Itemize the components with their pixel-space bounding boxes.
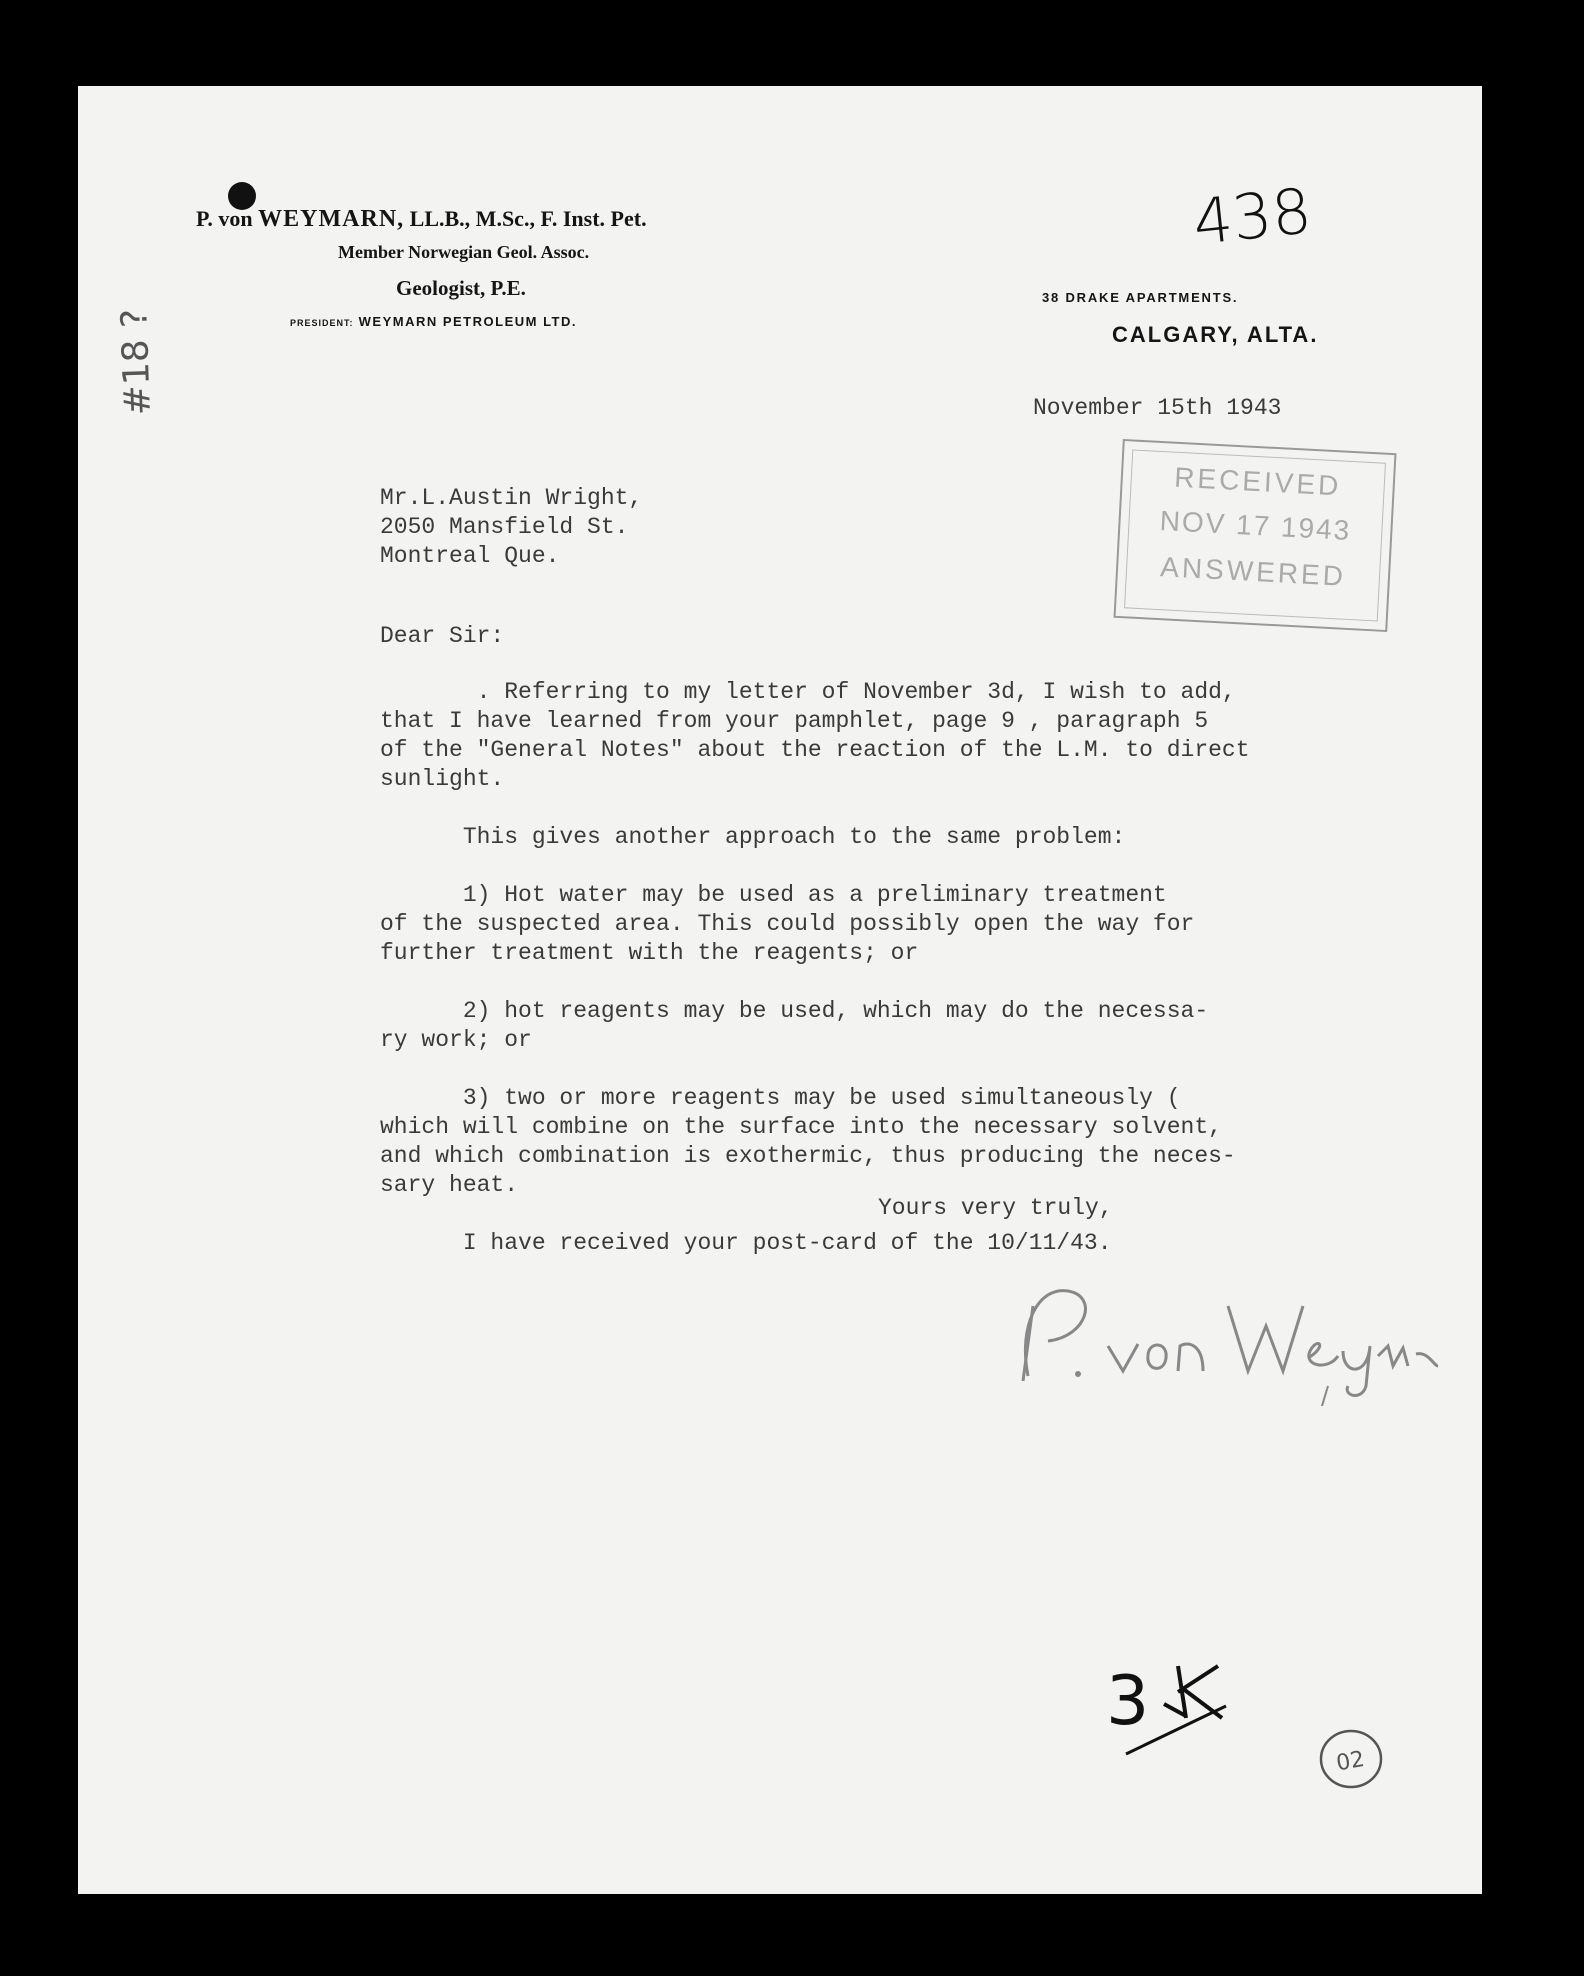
letterhead-member: Member Norwegian Geol. Assoc. <box>338 242 590 262</box>
signature-icon <box>998 1266 1438 1406</box>
side-annotation: #18 ? <box>114 308 159 416</box>
salutation: Dear Sir: <box>380 623 505 649</box>
name-main: WEYMARN, <box>258 206 405 232</box>
stamp-date: NOV 17 1943 <box>1158 505 1353 547</box>
company-name: WEYMARN PETROLEUM LTD. <box>353 314 577 329</box>
stamp-answered: ANSWERED <box>1159 551 1347 592</box>
file-number-annotation: 438 <box>1189 174 1315 259</box>
recipient-address: Mr.L.Austin Wright, 2050 Mansfield St. Montreal Que. <box>380 485 643 569</box>
circled-mark-icon <box>1316 1724 1386 1794</box>
letter-page <box>78 86 1482 1894</box>
name-prefix: P. von <box>196 206 259 231</box>
letterhead-address: 38 DRAKE APARTMENTS. <box>1042 290 1239 305</box>
letterhead-title: Geologist, P.E. <box>396 276 526 300</box>
letterhead-president <box>290 314 577 329</box>
closing: Yours very truly, <box>878 1195 1113 1221</box>
letter-body: . Referring to my letter of November 3d, I wish to add, that I have learned from your pamphlet, page 9 , paragraph 5 of the "General Notes" about the reaction of the L.M. to direct sunlight. This gives another approach to the same problem: 1) Hot water may be used as a preliminary treatment of the suspected area. This could possibly open the way for further treatment with the reagents; or 2) hot reagents may be used, which may do the necessa- ry work; or 3) two or more reagents may be used simultaneously ( which will combine on the surface into the necessary solvent, and which combination is exothermic, thus producing the neces- sary heat. I have received your post-card of the 10/11/43. <box>380 679 1250 1256</box>
circled-mark-text: 02 <box>1334 1746 1367 1777</box>
stamp-received: RECEIVED <box>1173 461 1343 502</box>
letter-date: November 15th 1943 <box>1033 395 1282 421</box>
received-stamp <box>1114 439 1397 632</box>
bottom-mark-text: 3 <box>1106 1662 1150 1741</box>
degrees: LL.B., M.Sc., F. Inst. Pet. <box>404 206 647 231</box>
president-label: PRESIDENT: <box>290 318 354 328</box>
bottom-mark-icon <box>1106 1646 1256 1776</box>
letterhead-name <box>196 206 647 233</box>
letterhead-city: CALGARY, ALTA. <box>1112 322 1319 347</box>
